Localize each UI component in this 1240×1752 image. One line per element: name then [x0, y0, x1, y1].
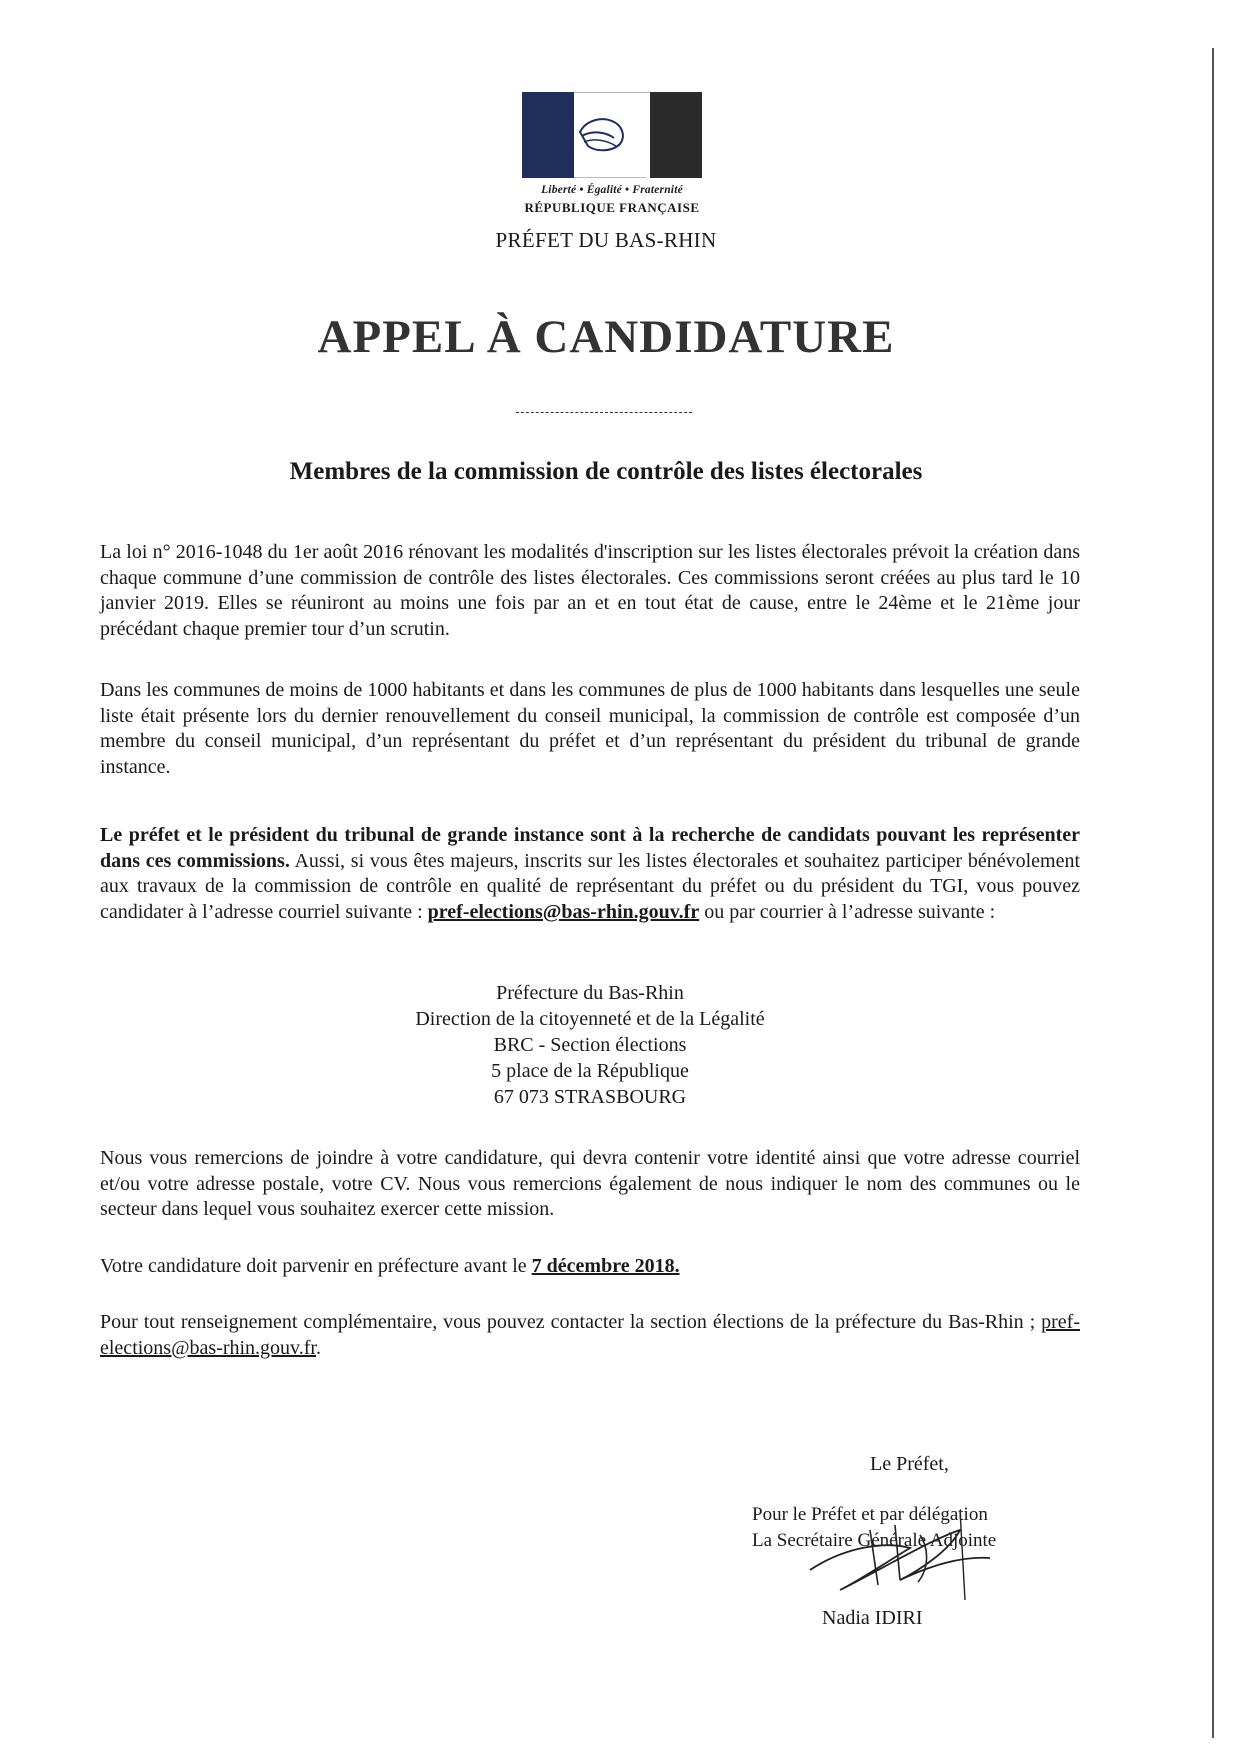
- marianne-logo: [522, 92, 702, 216]
- address-line: Direction de la citoyenneté et de la Légalité: [415, 1008, 765, 1030]
- delegation-line: Pour le Préfet et par délégation: [752, 1504, 988, 1525]
- secretary-line: La Secrétaire Générale Adjointe: [752, 1530, 997, 1551]
- postal-address: [0, 980, 1180, 1110]
- address-line: 5 place de la République: [491, 1060, 689, 1082]
- marianne-flag-icon: [522, 92, 702, 178]
- prefet-heading: PRÉFET DU BAS-RHIN: [495, 228, 717, 252]
- contact-text: Pour tout renseignement complémentaire, vous pouvez contacter la section élections de la préfecture du Bas-Rhin ;: [100, 1311, 1042, 1333]
- paragraph-deadline: [100, 1254, 1080, 1280]
- address-line: Préfecture du Bas-Rhin: [496, 982, 684, 1004]
- signatory-name: Nadia IDIRI: [822, 1607, 923, 1629]
- address-line: 67 073 STRASBOURG: [493, 1086, 687, 1108]
- handwritten-signature: [800, 1500, 1000, 1610]
- call-text: Aussi, si vous êtes majeurs, inscrits sur les listes électorales et souhaitez participer bénévolement aux travaux de la commission de contrôle en qualité de représentant du préfet ou du président du TGI, vous pouvez candidater à l’adresse courriel suivante :: [100, 849, 1081, 923]
- email-link[interactable]: pref-elections@bas-rhin.gouv.fr: [427, 900, 700, 923]
- contact-end-text: .: [315, 1336, 321, 1359]
- call-end-text: ou par courrier à l’adresse suivante :: [699, 900, 996, 923]
- call-bold-text: Le préfet et le président du tribunal de grande instance sont à la recherche de candidats pouvant les représenter dans ces commissions.: [100, 824, 1080, 872]
- deadline-date: 7 décembre 2018.: [531, 1255, 680, 1277]
- paragraph-call: [100, 823, 1080, 925]
- scan-edge-line: [1212, 48, 1214, 1738]
- title-divider: [516, 412, 692, 413]
- address-line: BRC - Section élections: [493, 1034, 687, 1056]
- paragraph-contact: [100, 1310, 1080, 1361]
- paragraph-law: La loi n° 2016-1048 du 1er août 2016 rénovant les modalités d'inscription sur les listes électorales prévoit la création dans chaque commune d’une commission de contrôle des listes électorales. Ces commissions seront créées au plus tard le 10 janvier 2019. Elles se réuniront au moins une fois par an et en tout état de cause, entre le 24ème et le 21ème jour précédant chaque premier tour d’un scrutin.: [100, 541, 1080, 640]
- paragraph-documents: Nous vous remercions de joindre à votre candidature, qui devra contenir votre identité ainsi que votre adresse courriel et/ou votre adresse postale, votre CV. Nous vous remercions également de nous indiquer le nom des communes ou le secteur dans lequel vous souhaitez exercer cette mission.: [100, 1147, 1080, 1220]
- deadline-text: Votre candidature doit parvenir en préfecture avant le: [100, 1255, 532, 1277]
- page-subtitle: Membres de la commission de contrôle des listes électorales: [289, 458, 923, 485]
- contact-email-link[interactable]: pref-elections@bas-rhin.gouv.fr: [100, 1311, 1080, 1359]
- page-title: APPEL À CANDIDATURE: [317, 311, 895, 363]
- republic-motto: Liberté • Égalité • Fraternité: [541, 184, 683, 196]
- paragraph-composition: Dans les communes de moins de 1000 habitants et dans les communes de plus de 1000 habitants dans lesquelles une seule liste était présente lors du dernier renouvellement du conseil municipal, la commission de contrôle est composée d’un membre du conseil municipal, d’un représentant du préfet et d’un représentant du président du tribunal de grande instance.: [100, 679, 1080, 778]
- republic-name: RÉPUBLIQUE FRANÇAISE: [524, 200, 700, 215]
- signatory-role: Le Préfet,: [870, 1453, 949, 1475]
